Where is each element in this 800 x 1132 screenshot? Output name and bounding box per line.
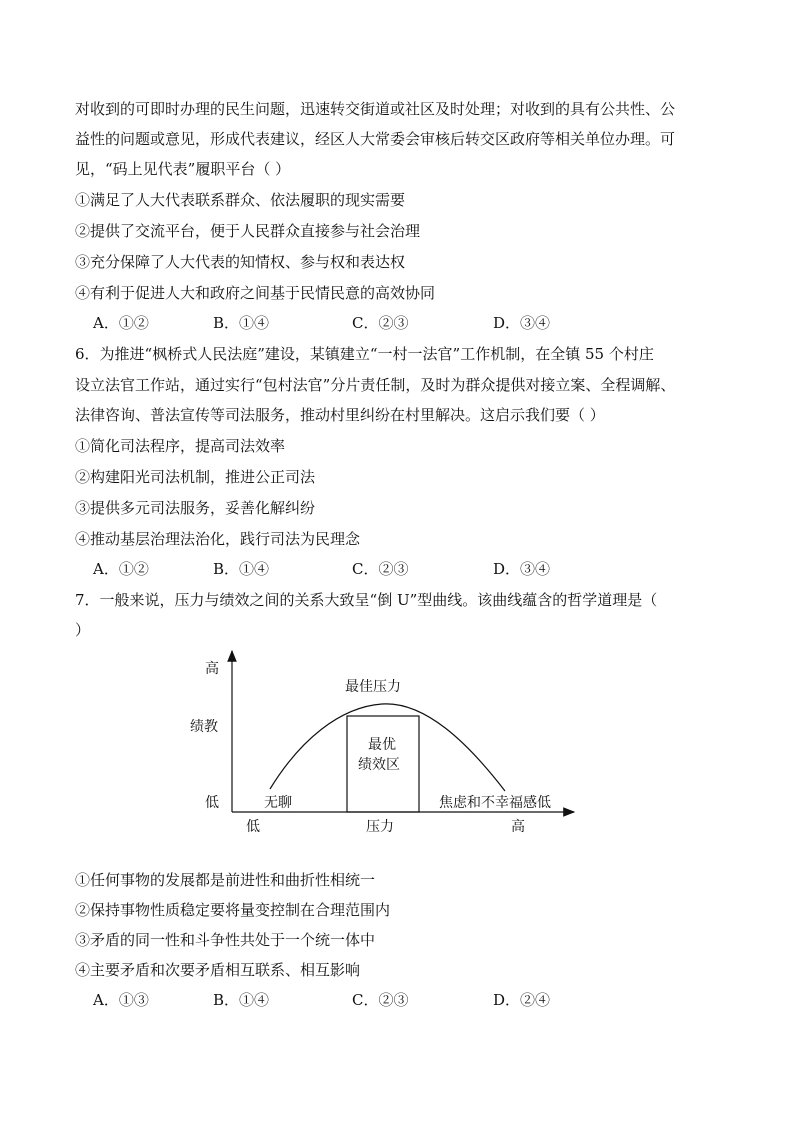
q7-option-a[interactable]: A．①③ [93, 991, 149, 1009]
zone-label-line2: 绩效区 [358, 757, 400, 773]
q7-figure [0, 645, 800, 845]
zone-label-line1: 最优 [368, 737, 396, 753]
q6-line-2: 设立法官工作站，通过实行“包村法官”分片责任制，及时为群众提供对接立案、全程调解、 [75, 376, 676, 394]
y-axis-label: 绩教 [190, 719, 218, 735]
q6-option-a[interactable]: A．①② [93, 560, 149, 578]
q7-statement-3: ③矛盾的同一性和斗争性共处于一个统一体中 [75, 931, 376, 949]
left-region-label: 无聊 [264, 795, 292, 811]
q6-statement-3: ③提供多元司法服务，妥善化解纠纷 [75, 499, 316, 517]
q5-statement-4: ④有利于促进人大和政府之间基于民情民意的高效协同 [75, 284, 436, 302]
q6-option-d[interactable]: D．③④ [493, 560, 551, 578]
q5-line-1: 对收到的可即时办理的民生问题，迅速转交街道或社区及时处理；对收到的具有公共性、公 [75, 100, 676, 118]
q7-line-2: ） [75, 621, 91, 639]
x-axis-label: 压力 [366, 819, 394, 835]
q7-line-1: 7．一般来说，压力与绩效之间的关系大致呈“倒 U”型曲线。该曲线蕴含的哲学道理是（ [75, 591, 658, 609]
q5-option-b[interactable]: B．①④ [213, 314, 270, 332]
q5-option-a[interactable]: A．①② [93, 314, 149, 332]
q5-option-c[interactable]: C．②③ [352, 314, 409, 332]
q6-statement-1: ①简化司法程序，提高司法效率 [75, 437, 286, 455]
q6-line-1: 6．为推进“枫桥式人民法庭”建设，某镇建立“一村一法官”工作机制，在全镇 55 个村庄 [75, 345, 654, 363]
q6-line-3: 法律咨询、普法宣传等司法服务，推动村里纠纷在村里解决。这启示我们要（ ） [75, 406, 605, 424]
q5-statement-2: ②提供了交流平台，便于人民群众直接参与社会治理 [75, 222, 421, 240]
q6-statement-4: ④推动基层治理法治化，践行司法为民理念 [75, 530, 361, 548]
q7-option-d[interactable]: D．②④ [493, 991, 551, 1009]
q5-statement-3: ③充分保障了人大代表的知情权、参与权和表达权 [75, 253, 406, 271]
q5-line-2: 益性的问题或意见，形成代表建议，经区人大常委会审核后转交区政府等相关单位办理。可 [75, 130, 676, 148]
q7-statement-2: ②保持事物性质稳定要将量变控制在合理范围内 [75, 901, 391, 919]
q5-option-d[interactable]: D．③④ [493, 314, 551, 332]
q6-option-b[interactable]: B．①④ [213, 560, 270, 578]
x-axis-low-label: 低 [246, 819, 260, 835]
y-axis-high-label: 高 [205, 661, 219, 677]
q7-option-c[interactable]: C．②③ [352, 991, 409, 1009]
q7-statement-4: ④主要矛盾和次要矛盾相互联系、相互影响 [75, 961, 361, 979]
y-axis-low-label: 低 [205, 795, 219, 811]
peak-label: 最佳压力 [345, 679, 401, 695]
q5-line-3: 见，“码上见代表”履职平台（ ） [75, 160, 291, 178]
q7-option-b[interactable]: B．①④ [213, 991, 270, 1009]
right-region-label: 焦虑和不幸福感低 [439, 795, 551, 811]
q6-option-c[interactable]: C．②③ [352, 560, 409, 578]
q6-statement-2: ②构建阳光司法机制，推进公正司法 [75, 468, 316, 486]
q7-statement-1: ①任何事物的发展都是前进性和曲折性相统一 [75, 871, 376, 889]
q5-statement-1: ①满足了人大代表联系群众、依法履职的现实需要 [75, 191, 406, 209]
x-axis-high-label: 高 [511, 819, 525, 835]
